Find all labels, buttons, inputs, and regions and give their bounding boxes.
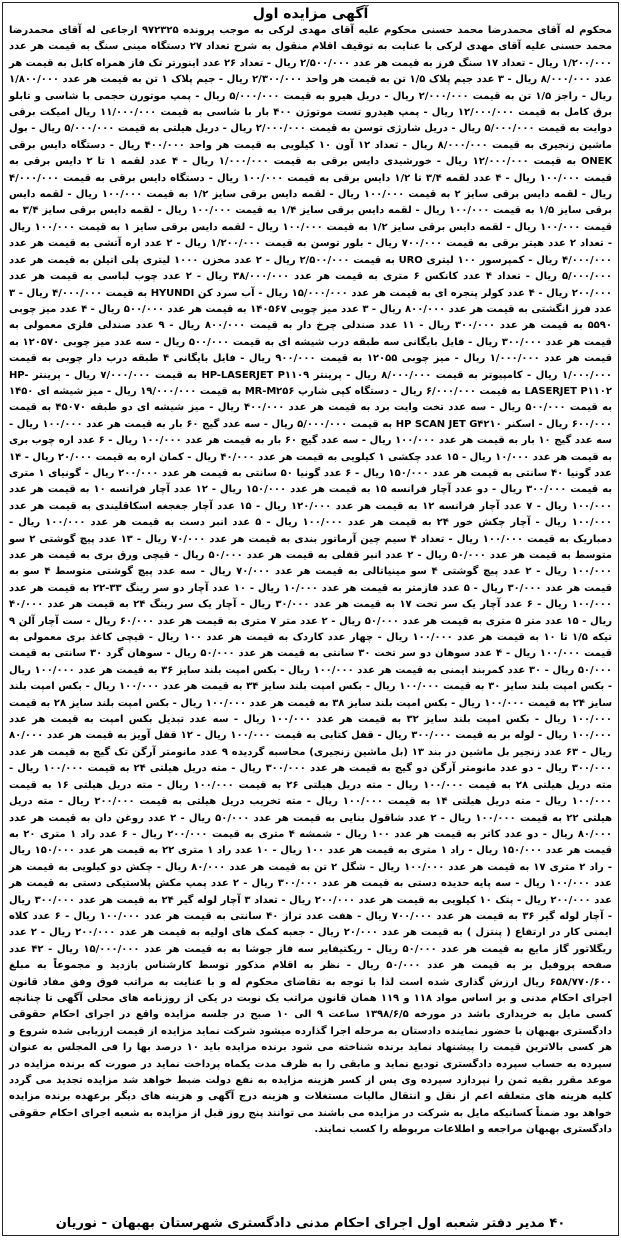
notice-body: محکوم له آقای محمدرضا محمد حسنی محکوم علیه آقای مهدی لرکی به موجب پرونده ۹۷۲۳۲۵ ارجاعی له آقای محمدرضا محمد حسنی علیه آقای مهدی لرکی با عنایت به توقیف اقلام منقول به شرح تعداد ۲۷ دستگاه مینی سنگ به قیمت هر عدد ۱/۲۰۰/۰۰۰ ریال - تعداد ۱۷ سنگ فرز به قیمت هر عدد ۲/۵۰۰/۰۰۰ ریال - تعداد ۲۶ عدد اینورتر تک فاز همراه کابل به قیمت هر عدد ۸/۰۰۰/۰۰۰ ریال - ۳ عدد جیم پلاک ۱/۵ تن به قیمت هر واحد ۲/۳۰۰/۰۰۰ ریال - جیم پلاک ۱ تن به قیمت هر عدد ۱/۸۰۰/۰۰۰ ریال - راجز ۱/۵ تن به قیمت ۲/۰۰۰/۰۰۰ ریال - دریل هیرو به قیمت ۵/۰۰۰/۰۰۰ ریال - پمپ موتورن حجمی با شاسی و تابلو برق کامل به قیمت ۱۲/۰۰۰/۰۰۰ ریال - پمپ هیدرو تست موتوژن ۴۰۰ بار با شاسی به قیمت ۱۱/۰۰۰/۰۰۰ ریال امیکت برقی دوایت به قیمت ۵/۰۰۰/۰۰۰ ریال - دریل شارژی توسن به قیمت ۲/۰۰۰/۰۰۰ ریال - دریل هیلتی به قیمت ۵/۰۰۰/۰۰۰ ریال - بول ماشین زنجیری به قیمت ۸/۰۰۰/۰۰۰ ریال - تعداد ۱۲ آون ۱۰ کیلویی به قیمت هر واحد ۴۰۰/۰۰۰ ریال - دستگاه دایس برقی ONEK به قیمت ۱۲/۰۰۰/۰۰۰ ریال - خورشیدی دایس برقی به قیمت ۱/۰۰۰/۰۰۰ ریال - ۴ عدد لقمه ۱ تا ۲ دایس برقی به قیمت ۱۰۰/۰۰۰ ریال - ۴ عدد لقمه ۳/۴ تا ۱/۲ دایس برقی به قیمت ۱۰۰/۰۰۰ ریال - دستگاه دایس برقی به قیمت ۴/۰۰۰/۰۰۰ ریال - لقمه دایس برقی سایز ۲ به قیمت ۱۰۰/۰۰۰ ریال - لقمه دایس برقی سایز ۱/۲ به قیمت ۱۰۰/۰۰۰ ریال - لقمه دایس برقی سایز ۱/۵ به قیمت ۱۰۰/۰۰۰ ریال - لقمه دایس برقی سایز ۱/۴ به قیمت ۱۰۰/۰۰۰ ریال - لقمه دایس برقی سایز ۳/۴ به قیمت ۱۰۰/۰۰۰ ریال - لقمه دایس برقی سایز ۱/۲ به قیمت ۱۰۰/۰۰۰ ریال - لقمه دایس برقی سایز ۱ به قیمت ۱۰۰/۰۰۰ ریال - تعداد ۲ عدد هیتر برقی به قیمت ۷۰۰/۰۰۰ ریال - بلور توسن به قیمت ۱/۲۰۰/۰۰۰ ریال - ۲ عدد اره آتشی به قیمت هر عدد ۴/۰۰۰/۰۰۰ ریال - کمپرسور ۱۰۰ لیتری URO به قیمت ۲/۵۰۰/۰۰۰ ریال - ۲ عدد مخزن ۱۰۰۰ لیتری پلی اتیلن به قیمت هر عدد ۵/۰۰۰/۰۰۰ ریال - تعداد ۴ عدد کانکس ۶ متری به قیمت هر عدد ۳۸/۰۰۰/۰۰۰ ریال - ۲ عدد چوب لباسی به قیمت هر عدد ۲۰۰/۰۰۰ ریال - ۴ عدد کولر پنجره ای به قیمت هر عدد ۱۵/۰۰۰/۰۰۰ ریال - آب سرد کن HYUNDI به قیمت ۴/۰۰۰/۰۰۰ ریال - ۳ عدد فرز انگشتی به قیمت هر عدد ۸۰۰/۰۰۰ ریال - ۳ عدد میز چوبی ۱۴۰۵۶۷ به قیمت هر عدد ۵۰۰/۰۰۰ ریال - ۴ عدد میز چوبی ۵۵۹۰ به قیمت هر عدد ۳۰۰/۰۰۰ ریال - ۱۱ عدد صندلی چرخ دار به قیمت ۸۰۰/۰۰۰ ریال - ۹ عدد صندلی فلزی معمولی به قیمت هر عدد ۳۰۰/۰۰۰ ریال - فایل بایگانی سه طبقه درب شیشه ای به قیمت ۵۰۰/۰۰۰ ریال - سه عدد میز چوبی ۱۲۰۵۷۰ به قیمت هر عدد ۱/۰۰۰/۰۰۰ ریال - میز چوبی ۱۲۰۵۵ به قیمت ۹۰۰/۰۰۰ ریال - فایل بایگانی ۴ طبقه درب دار چوبی به قیمت ۱/۰۰۰/۰۰۰ ریال - کامپیوتر به قیمت ۸/۰۰۰/۰۰۰ ریال - پرینتر HP-LASERJET P۱۱۰۹ به قیمت ۷/۰۰۰/۰۰۰ ریال - پرینتر HP-LASERJET P۱۱۰۲ به قیمت ۶/۰۰۰/۰۰۰ ریال - دستگاه کپی شارپ MR-M۲۵۶ به قیمت ۱۹/۰۰۰/۰۰۰ ریال - میز شیشه ای ۱۴۵۰ به قیمت ۵۰۰/۰۰۰ ریال - سه عدد تخت وایت برد به قیمت هر عدد ۴۰۰/۰۰۰ ریال - میز شیشه ای دو طبقه ۴۵۰۷۰ به قیمت ۶۰۰/۰۰۰ ریال - اسکنر HP SCAN JET G۴۲۱۰ به قیمت ۵/۰۰۰/۰۰۰ ریال - سه عدد گیج ۶۰ بار به قیمت هر عدد ۱۰۰/۰۰۰ ریال - سه عدد گیج ۱۰ بار به قیمت هر عدد ۱۰۰/۰۰۰ ریال - سه عدد گیج ۶۰ بار به قیمت هر عدد ۱۰۰/۰۰۰ ریال - ۶ عدد اره چوب بری به قیمت هر عدد ۱۰/۰۰۰ ریال - ۱۵ عدد چکشی ۱ کیلویی به قیمت هر عدد ۴۰/۰۰۰ ریال - کمان اره به قیمت ۲۰/۰۰۰ ریال - ۱۴ عدد گونیا ۴۰ سانتی به قیمت هر عدد ۱۵۰/۰۰۰ ریال - ۶ عدد گونیا ۵۰ سانتی به قیمت هر عدد ۲۰۰/۰۰۰ ریال - گونیای ۱ متری به قیمت ۳۰۰/۰۰۰ ریال - دو عدد آچار فرانسه ۱۵ به قیمت هر عدد ۱۵۰/۰۰۰ ریال - ۱۲ عدد آچار فرانسه ۱۰ به قیمت هر عدد ۱۰۰/۰۰۰ ریال - ۷ عدد آچار فرانسه ۱۲ به قیمت هر عدد ۱۲۰/۰۰۰ ریال - ۱۵ عدد آچار جغجغه اسکاقلیندی به قیمت هر عدد ۱۰۰/۰۰۰ ریال - آچار چکش خور ۲۴ به قیمت هر عدد ۱۰۰/۰۰۰ ریال - ۵ عدد انبر دست به قیمت هر عدد ۱۰۰/۰۰۰ ریال - دمباریک به قیمت ۱۰۰/۰۰۰ ریال - تعداد ۴ سیم چین آرماتور بندی به قیمت هر عدد ۷۰/۰۰۰ ریال - ۱۳ عدد پیچ گوشتی ۲ سو متوسط به قیمت هر عدد ۵۰/۰۰۰ ریال - ۲ عدد انبر قفلی به قیمت هر عدد ۵۰/۰۰۰ ریال - قیچی ورق بری به قیمت هر عدد ۱۰۰/۰۰۰ ریال - ۲ عدد پیچ گوشتی ۴ سو مینیاتالی به قیمت هر عدد ۷۰/۰۰۰ ریال - سه عدد پیچ گوشتی متوسط ۴ سو به قیمت هر عدد ۳۰/۰۰۰ ریال - ۵ عدد فازمتر به قیمت هر عدد ۱۰/۰۰۰ ریال - ۱۰ عدد آچار دو سر رینگ ۳۳-۲۲ به قیمت هر عدد ۱۰۰/۰۰۰ ریال - ۶ عدد آچار یک سر تخت ۱۷ به قیمت هر عدد ۳۰/۰۰۰ ریال - آچار یک سر رینگ ۲۴ به قیمت هر عدد ۴۰/۰۰۰ ریال - ۱۵ عدد متر ۵ متری به قیمت هر عدد ۵۰/۰۰۰ ریال - ۲ عدد متر ۷ متری به قیمت هر عدد ۶۰/۰۰۰ ریال - ست آچار آلن ۹ تیکه ۱/۵ تا ۱۰ به قیمت هر عدد ۱۰۰/۰۰۰ ریال - چهار عدد کاردک به قیمت هر عدد ۱۰۰ ریال - قیچی کاغذ بری معمولی به قیمت ۱۰۰/۰۰۰ ریال - ۴ عدد سوهان دو سر تخت ۳۰ سانتی به قیمت هر عدد ۵۰/۰۰۰ ریال - سوهان گرد ۳۰ سانتی به قیمت ۵۰/۰۰۰ ریال - ۳۰ عدد کمربند ایمنی به قیمت هر عدد ۱۰۰/۰۰۰ ریال - بکس امپت بلند سایز ۳۶ به قیمت هر عدد ۱۰۰/۰۰۰ ریال - بکس امپت بلند سایز ۳۰ به قیمت ۱۰۰/۰۰۰ ریال - بکس امپت بلند سایز ۳۴ به قیمت هر عدد ۱۰۰/۰۰۰ ریال - بکس امپت بلند سایز ۲۴ به قیمت ۱۰۰/۰۰۰ ریال - بکس امپت بلند سایز ۳۸ به قیمت هر عدد ۱۰۰/۰۰۰ ریال - بکس امپت بلند سایز ۲۸ به قیمت ۱۰۰/۰۰۰ ریال - بکس امپت بلند سایز ۳۲ به قیمت هر عدد ۱۰۰/۰۰۰ ریال - سه عدد تبدیل بکس امپت به قیمت هر عدد ۱۰۰/۰۰۰ ریال - لوله بر به قیمت ۳۰۰/۰۰۰ ریال - قفل کتابی به قیمت ۱۰۰/۰۰۰ ریال - ۱۲ قفل آویز به قیمت هر عدد ۸۰/۰۰۰ ریال - ۶۳ عدد زنجیر بل ماشین در بند ۱۳ (بل ماشین زنجیری) محاسبه گردیده ۹ عدد مانومتر آرگن تک گیج به قیمت هر عدد ۳۰۰/۰۰۰ ریال - دو عدد مانومتر آرگن دو گیج به قیمت هر عدد ۳۰۰/۰۰۰ ریال - مته دریل هیلتی ۲۴ به قیمت ۱۰۰/۰۰۰ ریال - مته دریل هیلتی ۲۸ به قیمت ۱۰۰/۰۰۰ ریال - مته دریل هیلتی ۲۶ به قیمت ۱۰۰/۰۰۰ ریال - مته دریل هیلتی ۱۶ به قیمت ۱۰۰/۰۰۰ ریال - مته دریل هیلتی ۱۴ به قیمت ۱۰۰/۰۰۰ ریال - مته تخریب دریل هیلتی به قیمت ۲۰۰/۰۰۰ ریال - مته دریل هیلتی ۲۲ به قیمت ۱۰۰/۰۰۰ ریال - ۲ عدد شاقول بنایی به قیمت هر عدد ۵۰/۰۰۰ ریال - ۲ عدد روغن دان به قیمت هر عدد ۸۰/۰۰۰ ریال - دو عدد کاتر به قیمت هر عدد ۱۰۰ ریال - شمشه ۴ متری به قیمت ۲۰۰/۰۰۰ ریال - ۶ عدد راد ۱ متری ۲۰ به قیمت هر عدد ۱۵۰/۰۰۰ ریال - راد ۱ متری به قیمت هر عدد ۱۰۰ ریال - ۱۰ عدد راد ۱ متری ۲۲ به قیمت هر عدد ۱۵۰/۰۰۰ ریال - راد ۲ متری ۱۷ به قیمت هر عدد ۱۰۰/۰۰۰ ریال - شگل ۲ تن به قیمت هر عدد ۸۰/۰۰۰ ریال - چکش دو کیلویی به قیمت هر عدد ۱۰۰/۰۰۰ ریال - سه پایه حدیده دستی به قیمت هر عدد ۳۰۰/۰۰۰ ریال - ۲ عدد پمپ مکش پلاستیکی دستی به قیمت هر عدد ۲۰۰/۰۰۰ ریال - پتک ۱۰ کیلویی به قیمت هر عدد ۲۰۰/۰۰۰ ریال - تعداد ۳ آچار لوله گیر ۲۴ به قیمت هر عدد ۳۰۰/۰۰۰ ریال - آچار لوله گیر ۳۶ به قیمت هر عدد ۷۰۰/۰۰۰ ریال - هفت عدد تراز ۴۰ سانتی به قیمت هر عدد ۱۰۰/۰۰۰ ریال - ۶ عدد کلاه ایمنی کار در ارتفاع ( پنتزل ) به قیمت هر عدد ۲۰/۰۰۰ ریال - جعبه کمک های اولیه به قیمت هر عدد ۲۰۰/۰۰۰ ریال - ۲ عدد ریگلاتور گاز مایع به قیمت هر عدد ۵۰/۰۰۰ ریال - ریکتیفایر سه فاز جوشا به به قیمت هر عدد ۱۵/۰۰۰/۰۰۰ ریال - ۴۲ عدد صفحه پروفیل بر به قیمت هر عدد ۵۰/۰۰۰ ریال - نظر به اقلام مذکور توسط کارشناس بازدید و مجموعاً به مبلغ ۶۵۸/۷۷۰/۶۰۰ ریال ارزش گذاری شده است لذا با توجه به تقاضای محکوم له و با عنایت به مراتب فوق وفق مفاد قانون اجرای احکام مدنی و بر اساس مواد ۱۱۸ و ۱۱۹ همان قانون مراتب یک نوبت در یکی از روزنامه های محلی آگهی تا چنانچه کسی مایل به خریداری باشد در مورخه ۱۳۹۸/۶/۵ ساعت ۹ الی ۱۰ صبح در جلسه مزایده واقع در اجرای احکام حقوقی دادگستری بهبهان با حضور نماینده دادستان به مرحله اجرا گذارده میشود شرکت نماید مزایده از قیمت ارزیابی شده شروع و هر کسی بالاترین قیمت را پیشنهاد نماید برنده شناخته می شود برنده مزایده باید ۱۰ درصد بها را فی المجلس به عنوان سپرده به حساب سپرده دادگستری تودیع نماید و مابقی را به ظرف مدت یکماه پرداخت نماید در صورت که برنده مزایده در موعد مقرر بقیه ثمن را نپردازد سپرده وی پس از کسر هزینه مزایده به نفع دولت ضبط خواهد شد مزایده تجدید می گردد کلیه هزینه های متعلقه اعم از نقل و انتقال مالیات مستغلات و هزینه درج آگهی و هزینه های دیگر برعهده برنده مزایده خواهد بود ضمناً کسانیکه مایل به شرکت در مزایده می باشند می توانند پنج روز قبل از مزایده به شعبه اجرای احکام حقوقی دادگستری بهبهان مراجعه و اطلاعات مربوطه را کسب نمایند. [9,25,613,1136]
auction-notice [2,2,619,1236]
notice-signature: ۴۰ مدیر دفتر شعبه اول اجرای احکام مدنی دادگستری شهرستان بهبهان - نوریان [55,1216,566,1231]
notice-title: آگهی مزایده اول [252,6,369,22]
